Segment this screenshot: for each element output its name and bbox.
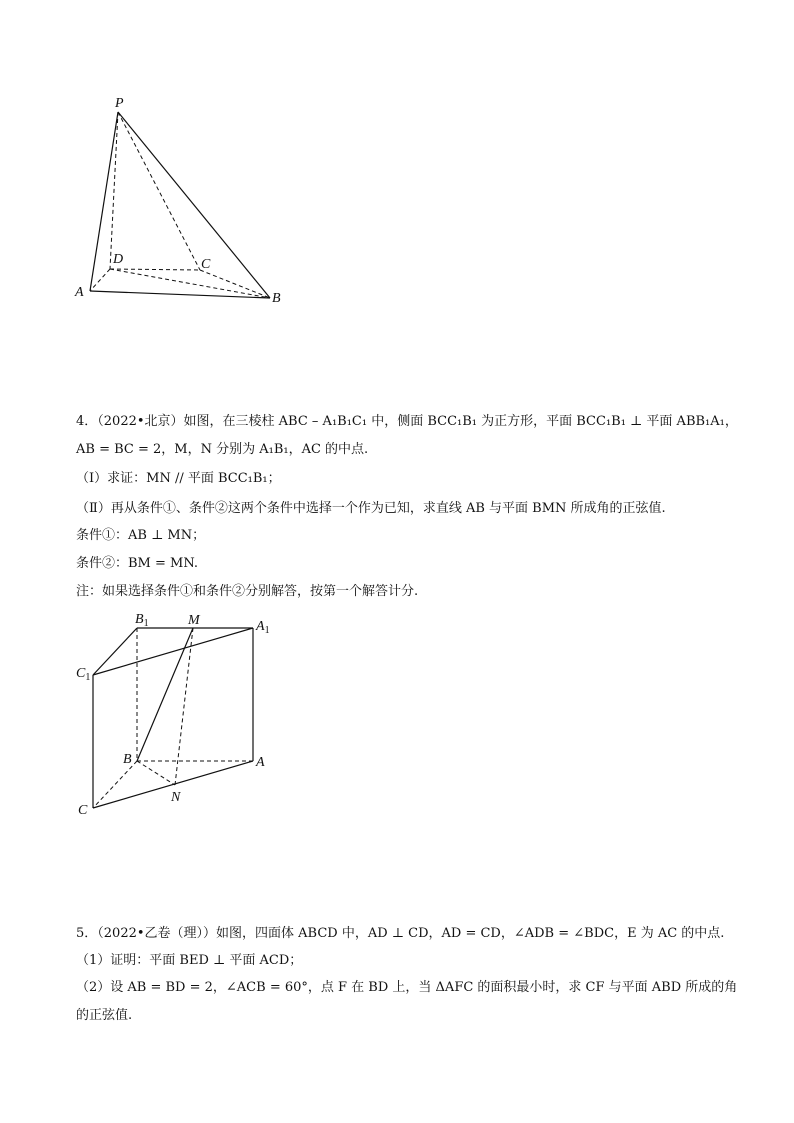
label-C1: $C_1$ (76, 666, 91, 683)
label-C: C (201, 257, 211, 272)
problem4-line1: 4．（2022•北京）如图，在三棱柱 ABC – A₁B₁C₁ 中，侧面 BCC₁B₁ 为正方形，平面 BCC₁B₁ ⊥ 平面 ABB₁A₁， (76, 414, 738, 429)
label-P: P (115, 96, 124, 111)
label-B: B (272, 291, 281, 306)
label-A: A (256, 755, 265, 770)
problem4-line7: 注：如果选择条件①和条件②分别解答，按第一个解答计分. (76, 584, 419, 599)
label-C: C (78, 803, 88, 818)
label-N: N (171, 790, 181, 805)
problem4-line4: （Ⅱ）再从条件①、条件②这两个条件中选择一个作为已知，求直线 AB 与平面 BMN 所成角的正弦值. (76, 501, 666, 516)
edge-DC (110, 269, 200, 270)
problem5-line4: 的正弦值. (76, 1008, 133, 1023)
edge-CB (200, 270, 270, 298)
label-B: B (123, 752, 132, 767)
edge-DB (110, 269, 270, 298)
edge-PC (118, 112, 200, 270)
problem4-line3: （Ⅰ）求证：MN // 平面 BCC₁B₁； (76, 471, 281, 486)
problem4-line6: 条件②：BM = MN. (76, 556, 199, 571)
edge-MN (175, 628, 193, 785)
edge-C1A1 (93, 628, 253, 675)
problem4-line2: AB = BC = 2，M，N 分别为 A₁B₁，AC 的中点. (76, 442, 369, 457)
problem5-line2: （1）证明：平面 BED ⊥ 平面 ACD； (76, 953, 303, 968)
label-A1: $A_1$ (256, 619, 270, 636)
edge-BM (137, 628, 193, 761)
problem5-line1: 5．（2022•乙卷（理））如图，四面体 ABCD 中，AD ⊥ CD，AD = CD，∠ADB = ∠BDC，E 为 AC 的中点. (76, 926, 725, 941)
figure2-hidden-edges (93, 628, 253, 808)
edge-BN (137, 761, 175, 785)
problem5-line3: （2）设 AB = BD = 2，∠ACB = 60°，点 F 在 BD 上，当 ΔAFC 的面积最小时，求 CF 与平面 ABD 所成的角 (76, 980, 738, 995)
figure1-hidden-edges (90, 112, 270, 298)
label-A: A (75, 285, 84, 300)
problem4-line5: 条件①：AB ⊥ MN； (76, 528, 206, 543)
figure2-edges (93, 628, 253, 808)
label-B1: $B_1$ (135, 612, 149, 629)
label-M: M (188, 613, 200, 628)
label-D: D (113, 252, 124, 267)
edge-AB (90, 291, 270, 298)
